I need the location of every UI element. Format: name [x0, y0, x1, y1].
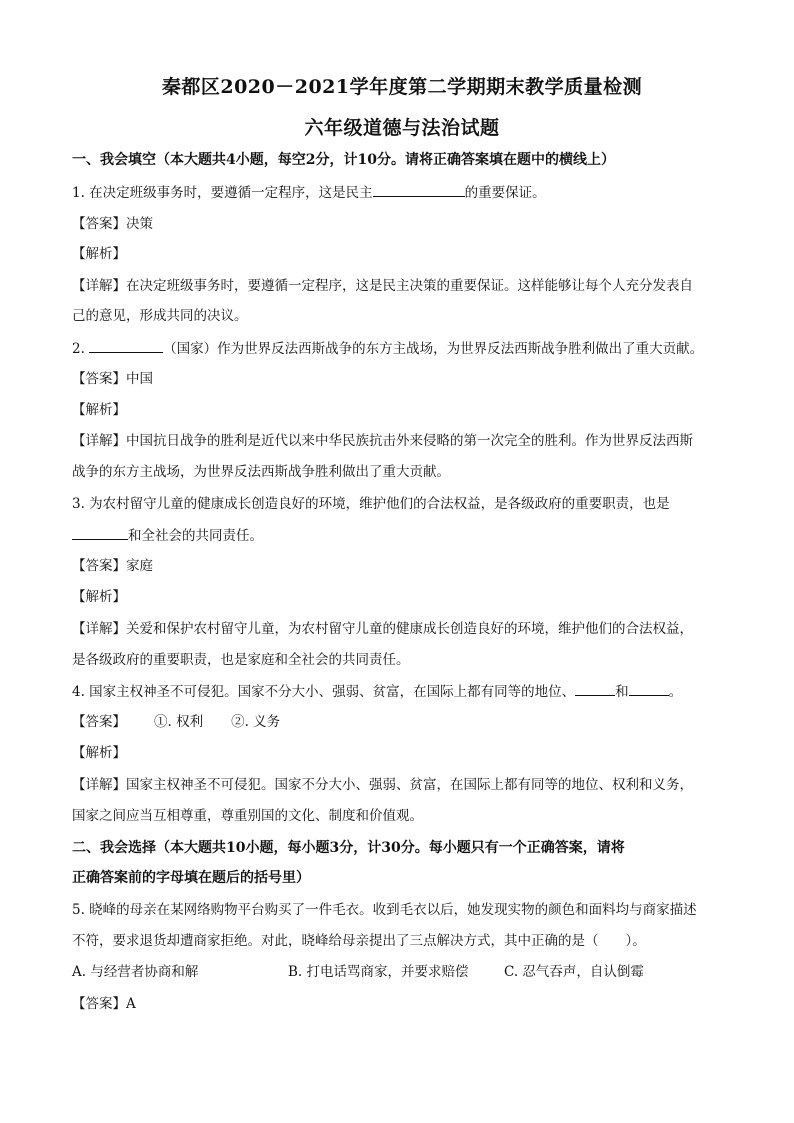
question-2 [72, 338, 703, 359]
detail-text: 中国抗日战争的胜利是近代以来中华民族抗击外来侵略的第一次完全的胜利。作为世界反法西斯 [126, 433, 693, 449]
question-3-cont [72, 525, 263, 546]
question-4-blank-1 [575, 681, 615, 696]
question-1-answer [72, 214, 153, 234]
question-2-text-after: （国家）作为世界反法西斯战争的东方主战场，为世界反法西斯战争胜利做出了重大贡献。 [163, 341, 704, 357]
answer-value: 家庭 [126, 558, 153, 574]
section-2-heading: 二、我会选择（本大题共10小题，每小题3分，计30分。每小题只有一个正确答案，请将 [72, 840, 625, 856]
question-3-analysis [72, 587, 126, 607]
question-3-blank [72, 525, 128, 540]
analysis-label: 【解析】 [72, 246, 126, 262]
question-1-text-after: 的重要保证。 [464, 185, 546, 201]
question-4-text-after: 。 [668, 684, 683, 700]
detail-text: 国家主权神圣不可侵犯。国家不分大小、强弱、贫富，在国际上都有同等的地位、权利和义务， [126, 777, 693, 793]
question-1 [72, 182, 546, 203]
answer-label: 【答案】 [72, 558, 126, 574]
detail-text: 在决定班级事务时，要遵循一定程序，这是民主决策的重要保证。这样能够让每个人充分发表自 [126, 278, 693, 294]
question-1-analysis [72, 244, 126, 264]
question-4-blank-2 [629, 681, 669, 696]
question-1-detail-cont: 己的意见，形成共同的决议。 [72, 308, 248, 324]
answer-value-2: ②. 义务 [231, 714, 281, 730]
answer-label: 【答案】 [72, 996, 126, 1012]
section-1-heading: 一、我会填空（本大题共4小题，每空2分，计10分。请将正确答案填在题中的横线上） [72, 152, 615, 168]
question-4-detail [72, 775, 693, 795]
analysis-label: 【解析】 [72, 402, 126, 418]
analysis-label: 【解析】 [72, 745, 126, 761]
answer-value-1: ①. 权利 [154, 714, 204, 730]
detail-label: 【详解】 [72, 621, 126, 637]
question-3-detail [72, 619, 693, 639]
answer-value: 中国 [126, 371, 153, 387]
question-2-answer [72, 369, 153, 389]
detail-label: 【详解】 [72, 777, 126, 793]
detail-text: 关爱和保护农村留守儿童，为农村留守儿童的健康成长创造良好的环境，维护他们的合法权益， [126, 621, 693, 637]
question-3: 3. 为农村留守儿童的健康成长创造良好的环境，维护他们的合法权益，是各级政府的重要职责，也是 [72, 496, 670, 512]
detail-label: 【详解】 [72, 433, 126, 449]
question-5-option-c: C. 忍气吞声，自认倒霉 [504, 964, 644, 980]
question-2-blank [89, 338, 163, 353]
answer-value: 决策 [126, 216, 153, 232]
question-4-text-middle: 和 [615, 684, 629, 700]
question-2-text-before: 2. [72, 341, 90, 357]
question-1-blank [373, 182, 465, 197]
question-5-cont: 不符，要求退货却遭商家拒绝。对此，晓峰给母亲提出了三点解决方式，其中正确的是（ ）。 [72, 933, 646, 949]
question-4 [72, 681, 682, 702]
question-2-detail [72, 431, 693, 451]
answer-value: A [126, 996, 136, 1012]
question-4-detail-cont: 国家之间应当互相尊重，尊重别国的文化、制度和价值观。 [72, 808, 423, 824]
question-5: 5. 晓峰的母亲在某网络购物平台购买了一件毛衣。收到毛衣以后，她发现实物的颜色和面料均与商家描述 [72, 902, 697, 918]
question-4-analysis [72, 743, 126, 763]
detail-label: 【详解】 [72, 278, 126, 294]
question-4-text-before: 4. 国家主权神圣不可侵犯。国家不分大小、强弱、贫富，在国际上都有同等的地位、 [72, 684, 576, 700]
answer-label: 【答案】 [72, 371, 126, 387]
question-4-answer [72, 712, 280, 732]
answer-label: 【答案】 [72, 216, 126, 232]
question-1-text-before: 1. 在决定班级事务时，要遵循一定程序，这是民主 [72, 185, 373, 201]
page-subtitle: 六年级道德与法治试题 [304, 117, 500, 139]
question-5-option-a: A. 与经营者协商和解 [72, 964, 199, 980]
analysis-label: 【解析】 [72, 589, 126, 605]
question-5-option-b: B. 打电话骂商家，并要求赔偿 [288, 964, 469, 980]
question-2-detail-cont: 战争的东方主战场，为世界反法西斯战争胜利做出了重大贡献。 [72, 464, 450, 480]
question-1-detail [72, 276, 693, 296]
section-2-heading-cont: 正确答案前的字母填在题后的括号里） [72, 870, 310, 886]
question-3-detail-cont: 是各级政府的重要职责，也是家庭和全社会的共同责任。 [72, 652, 410, 668]
question-3-answer [72, 556, 153, 576]
answer-label: 【答案】 [72, 714, 126, 730]
question-2-analysis [72, 400, 126, 420]
question-3-text-after: 和全社会的共同责任。 [128, 528, 263, 544]
page-title: 秦都区2020－2021学年度第二学期期末教学质量检测 [161, 76, 643, 98]
question-5-answer [72, 994, 136, 1014]
